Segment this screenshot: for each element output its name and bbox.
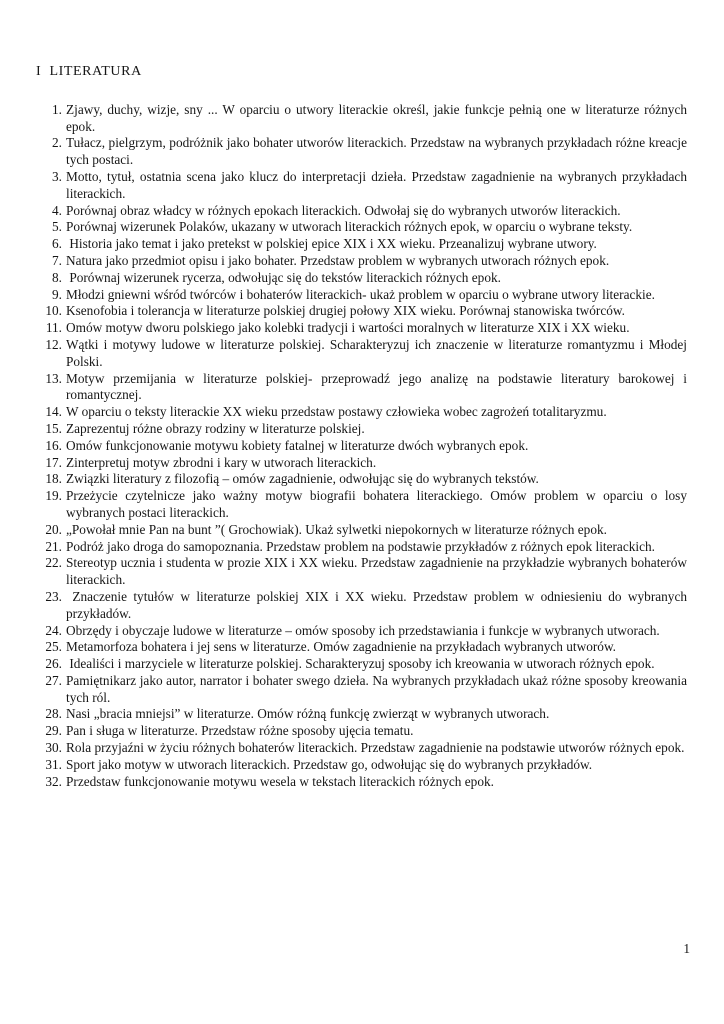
list-item [36,656,687,673]
item-number: 9. [52,286,62,302]
item-text: W oparciu o teksty literackie XX wieku przedstaw postawy człowieka wobec zagrożeń totalitaryzmu. [66,404,607,420]
item-number: 26. [45,656,62,672]
list-item [36,404,687,421]
list-item [36,555,691,589]
list-item [36,706,687,723]
list-item [36,336,691,371]
item-text: Wątki i motywy ludowe w literaturze polskiej. Scharakteryzuj ich znaczenie w literaturze romantyzmu i Młodej Polski. [66,336,691,369]
list-item [36,253,687,270]
list-item [36,370,691,405]
item-text: Podróż jako droga do samopoznania. Przedstaw problem na podstawie przykładów z różnych epok literackich. [66,538,655,554]
item-number: 15. [45,420,62,436]
item-number: 21. [45,538,62,554]
item-text: Obrzędy i obyczaje ludowe w literaturze – omów sposoby ich przedstawiania i funkcje w wybranych utworach. [66,622,660,638]
item-number: 32. [45,773,62,789]
item-number: 20. [45,521,62,537]
item-text: Nasi „bracia mniejsi” w literaturze. Omów różną funkcję zwierząt w wybranych utworach. [66,706,550,722]
item-text: Stereotyp ucznia i studenta w prozie XIX i XX wieku. Przedstaw zagadnienie na przykładzie wybranych bohaterów literackich. [66,555,691,588]
item-number: 11. [45,320,62,336]
item-text: Zjawy, duchy, wizje, sny ... W oparciu o utwory literackie określ, jakie funkcje pełnią one w literaturze różnych epok. [66,101,691,134]
item-number: 19. [45,488,62,504]
item-number: 31. [45,756,62,772]
item-text: Młodzi gniewni wśród twórców i bohaterów literackich- ukaż problem w oparciu o wybrane utwory literackie. [66,286,655,302]
list-item [36,320,687,337]
list-item [36,455,687,472]
list-item [36,488,691,522]
item-number: 28. [45,706,62,722]
item-text: Pamiętnikarz jako autor, narrator i bohater swego dzieła. Na wybranych przykładach ukaż różne sposoby kreowania tych ról. [66,672,691,705]
list-item [36,303,687,320]
item-text: Zinterpretuj motyw zbrodni i kary w utworach literackich. [66,454,377,470]
list-item [36,203,687,220]
item-text: Rola przyjaźni w życiu różnych bohaterów literackich. Przedstaw zagadnienie na podstawie utworów różnych epok. [66,740,685,756]
item-text: Zaprezentuj różne obrazy rodziny w literaturze polskiej. [66,420,365,436]
item-number: 30. [45,740,62,756]
item-number: 8. [52,269,62,285]
item-text: Motto, tytuł, ostatnia scena jako klucz do interpretacji dzieła. Przedstaw zagadnienie na wybranych przykładach literackich. [66,168,691,201]
item-text: Pan i sługa w literaturze. Przedstaw różne sposoby ujęcia tematu. [66,723,414,739]
item-text: Motyw przemijania w literaturze polskiej- przeprowadź jego analizę na podstawie literatury barokowej i romantycznej. [66,370,691,403]
item-number: 7. [52,252,62,268]
item-number: 18. [45,471,62,487]
list-item [36,287,687,304]
item-number: 16. [45,437,62,453]
item-text: Znaczenie tytułów w literaturze polskiej XIX i XX wieku. Przedstaw problem w odniesieniu do wybranych przykładów. [66,588,691,621]
item-text: Omów funkcjonowanie motywu kobiety fatalnej w literaturze dwóch wybranych epok. [66,437,529,453]
topic-list [36,101,691,791]
item-text: Metamorfoza bohatera i jej sens w literaturze. Omów zagadnienie na przykładach wybranych utworów. [66,639,617,655]
item-number: 5. [52,219,62,235]
item-number: 29. [45,723,62,739]
item-number: 17. [45,454,62,470]
item-text: Sport jako motyw w utworach literackich. Przedstaw go, odwołując się do wybranych przykładów. [66,756,593,772]
item-text: Porównaj wizerunek Polaków, ukazany w utworach literackich różnych epok, w oparciu o wybrane teksty. [66,219,633,235]
item-number: 10. [45,303,62,319]
page-number: 1 [683,941,690,956]
list-item [36,740,687,757]
item-text: Porównaj obraz władcy w różnych epokach literackich. Odwołaj się do wybranych utworów literackich. [66,202,621,218]
item-text: Idealiści i marzyciele w literaturze polskiej. Scharakteryzuj sposoby ich kreowania w utworach różnych epok. [66,656,655,672]
item-text: Tułacz, pielgrzym, podróżnik jako bohater utworów literackich. Przedstaw na wybranych przykładach różne kreacje tych postaci. [66,135,691,168]
item-number: 22. [45,555,62,571]
list-item [36,623,687,640]
item-text: Przeżycie czytelnicze jako ważny motyw biografii bohatera literackiego. Omów problem w oparciu o losy wybranych postaci literackich. [66,488,691,520]
item-number: 14. [45,404,62,420]
list-item [36,522,687,539]
list-item [36,219,687,236]
item-number: 12. [45,336,62,352]
list-item [36,270,687,287]
list-item [36,723,687,740]
list-item [36,757,687,774]
item-text: Natura jako przedmiot opisu i jako bohater. Przedstaw problem w wybranych utworach różnych epok. [66,252,610,268]
list-item [36,438,687,455]
list-item [36,588,691,623]
item-number: 27. [45,672,62,688]
list-item [36,101,691,136]
list-item [36,639,687,656]
item-number: 13. [45,370,62,386]
list-item [36,471,687,488]
list-item [36,135,691,169]
item-text: Porównaj wizerunek rycerza, odwołując się do tekstów literackich różnych epok. [66,269,501,285]
item-text: Omów motyw dworu polskiego jako kolebki tradycji i wartości moralnych w literaturze XIX i XX wieku. [66,320,630,336]
list-item [36,421,687,438]
item-number: 24. [45,622,62,638]
item-number: 2. [52,135,62,151]
item-text: Historia jako temat i jako pretekst w polskiej epice XIX i XX wieku. Przeanalizuj wybrane utwory. [66,236,597,252]
item-number: 23. [45,588,62,604]
item-text: „Powołał mnie Pan na bunt ”( Grochowiak). Ukaż sylwetki niepokornych w literaturze różnych epok. [66,521,607,537]
list-item [36,672,691,707]
item-number: 25. [45,639,62,655]
item-number: 6. [52,236,62,252]
list-item [36,539,687,556]
item-text: Przedstaw funkcjonowanie motywu wesela w tekstach literackich różnych epok. [66,773,494,789]
item-number: 3. [52,168,62,184]
item-text: Ksenofobia i tolerancja w literaturze polskiej drugiej połowy XIX wieku. Porównaj stanowiska twórców. [66,303,625,319]
item-number: 1. [52,101,62,117]
item-number: 4. [52,202,62,218]
list-item [36,236,687,253]
list-item [36,774,687,791]
item-text: Związki literatury z filozofią – omów zagadnienie, odwołując się do wybranych tekstów. [66,471,539,487]
page-title: I LITERATURA [36,64,142,79]
list-item [36,168,691,203]
